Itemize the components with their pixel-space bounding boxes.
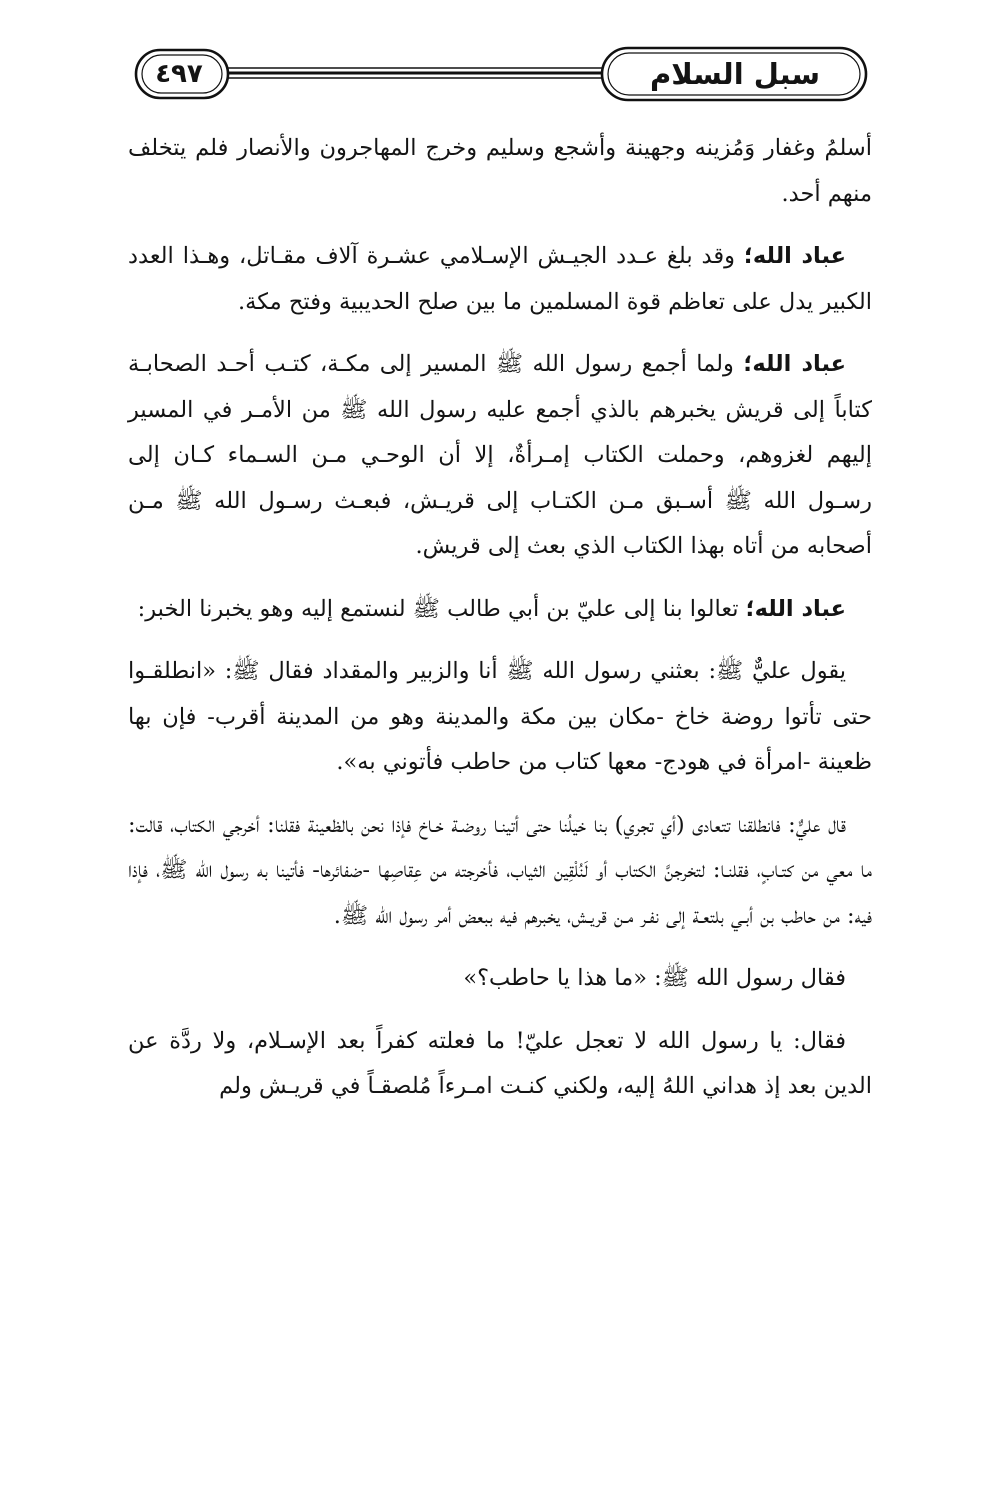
paragraph-lead: عباد الله؛ <box>743 243 847 269</box>
paragraph-5 <box>128 649 872 786</box>
paragraph-3 <box>128 342 872 570</box>
paragraph-text: وقد بلغ عـدد الجيـش الإسـلامي عشـرة آلاف مقـاتل، وهـذا العدد الكبير يدل على تعاظم قوة المسلمين ما بين صلح الحديبية وفتح مكة. <box>128 243 872 315</box>
paragraph-7 <box>128 956 872 1002</box>
paragraph-2 <box>128 234 872 325</box>
paragraph-lead: عباد الله؛ <box>745 595 846 622</box>
page-body <box>128 126 872 1127</box>
paragraph-4 <box>128 587 872 633</box>
page-header <box>130 38 872 112</box>
paragraph-lead: عباد الله؛ <box>743 351 846 377</box>
paragraph-text: تعالوا بنا إلى عليّ بن أبي طالب ﷺ لنستمع إليه وهو يخبرنا الخبر: <box>137 595 746 622</box>
paragraph-text: يقول عليٌّ ﷺ: بعثني رسول الله ﷺ أنا والزبير والمقداد فقال ﷺ: «انطلقـوا حتى تأتوا روضة خاخ -مكان بين مكة والمدينة وهو من المدينة أقرب- فإن بها ظعينة -امرأة في هودج- معها كتاب من حاطب فأتوني به». <box>128 658 872 775</box>
paragraph-text: قال عليٌّ: فانطلقنا تتعادى (أي تجري) بنا خيلُنا حتى أتينـا روضـة خـاخ فإذا نحن بالظعينة فقلنا: أخرجي الكتاب، قالت: ما معي من كتـابٍ، فقلنـا: لتخرجنَّ الكتاب أو لَنُلْقِين الثياب، فأخرجته من عِقاصِها -ضفائرها- فأتينا به رسول الله ﷺ، فإذا فيه: من حاطب بن أبـي بلتعـة إلى نفـر مـن قريـش، يخبرهم فيه ببعض أمر رسول الله ﷺ. <box>128 811 872 929</box>
paragraph-6 <box>128 803 872 940</box>
page-number: ٤٩٧ <box>155 59 203 89</box>
paragraph-text: ولما أجمع رسول الله ﷺ المسير إلى مكـة، كتـب أحـد الصحابـة كتاباً إلى قريش يخبرهم بالذي أجمع عليه رسول الله ﷺ من الأمـر في المسير إليهم لغزوهم، وحملت الكتاب إمـرأةٌ، إلا أن الوحـي مـن السـماء كـان إلى رسـول الله ﷺ أسـبق مـن الكتـاب إلى قريـش، فبعـث رسـول الله ﷺ مـن أصحابه من أتاه بهذا الكتاب الذي بعث إلى قريش. <box>128 351 872 559</box>
paragraph-text: فقال رسول الله ﷺ: «ما هذا يا حاطب؟» <box>463 965 846 991</box>
running-title: سبل السلام <box>650 57 820 91</box>
paragraph-text: فقال: يا رسول الله لا تعجل عليّ! ما فعلته كفراً بعد الإسـلام، ولا ردَّة عن الدين بعد إذ هداني اللهُ إليه، ولكني كنـت امـرءاً مُلصقـاً في قريـش ولم <box>128 1027 872 1099</box>
paragraph-1 <box>128 126 872 217</box>
paragraph-text: أسلمُ وغفار وَمُزينه وجهينة وأشجع وسليم وخرج المهاجرون والأنصار فلم يتخلف منهم أحد. <box>128 135 872 207</box>
paragraph-8 <box>128 1019 872 1110</box>
